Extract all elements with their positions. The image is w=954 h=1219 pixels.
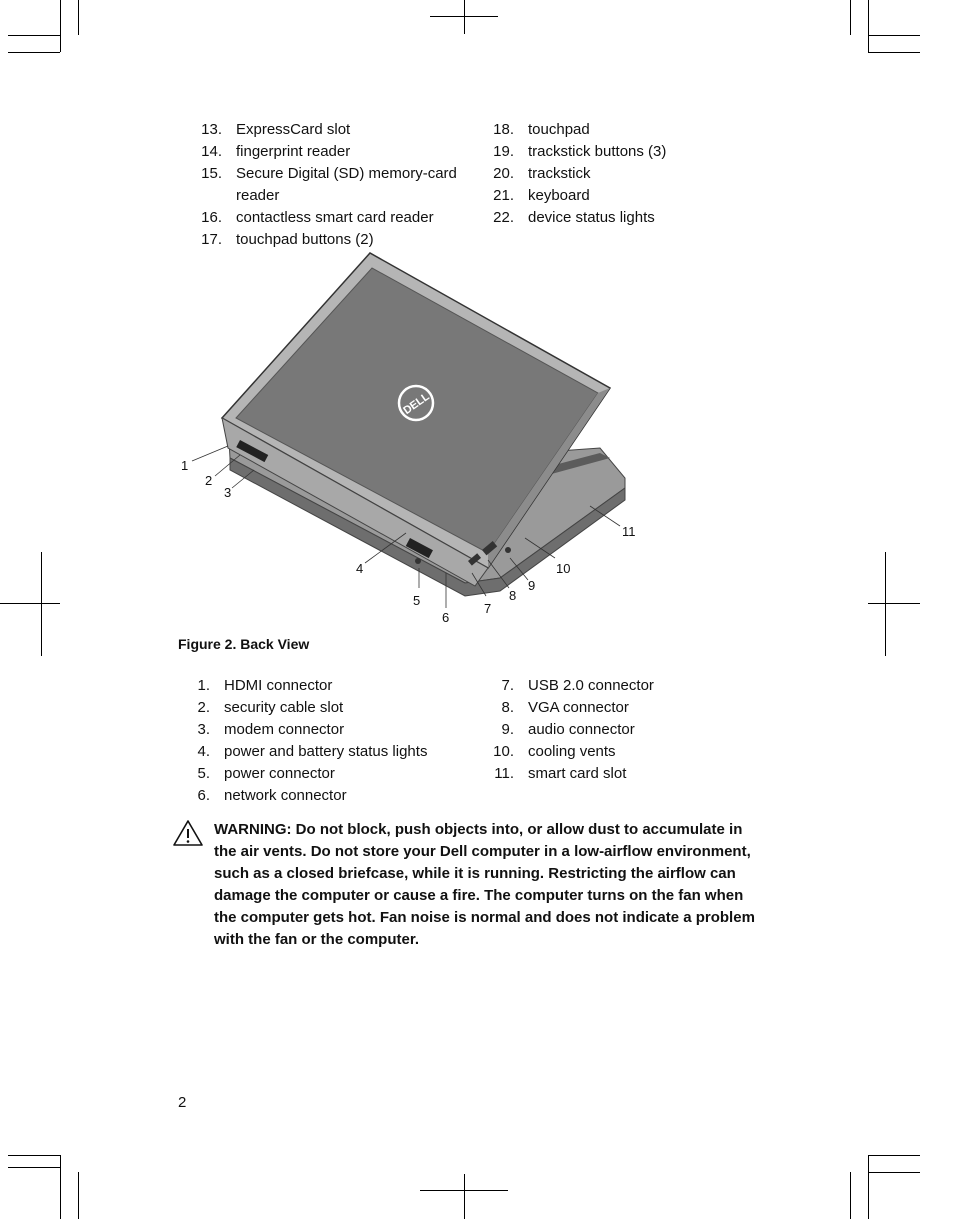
list-item: 19. trackstick buttons (3) — [493, 143, 667, 160]
laptop-back-view-figure — [170, 248, 650, 628]
bottom-list-left — [180, 675, 470, 807]
audio-port — [505, 547, 511, 553]
list-item: 22. device status lights — [493, 209, 655, 226]
warning-icon — [172, 819, 204, 847]
list-item: 13. ExpressCard slot — [201, 121, 351, 138]
list-item: 17. touchpad buttons (2) — [201, 231, 374, 248]
list-item: 3. modem connector — [197, 721, 345, 738]
list-item: 4. power and battery status lights — [197, 743, 428, 760]
power-port — [415, 558, 421, 564]
callout-10: 10 — [556, 561, 571, 576]
callout-9: 9 — [528, 578, 536, 593]
callout-8: 8 — [509, 588, 517, 603]
list-item: 20. trackstick — [493, 165, 591, 182]
callout-7: 7 — [484, 601, 492, 616]
callout-3: 3 — [224, 485, 232, 500]
bottom-list-right — [484, 675, 714, 785]
top-list-left — [192, 119, 462, 251]
list-item: 8. VGA connector — [501, 699, 629, 716]
list-item: 2. security cable slot — [197, 699, 344, 716]
list-item: 6. network connector — [197, 787, 347, 804]
list-item: 7. USB 2.0 connector — [501, 677, 654, 694]
page-number: 2 — [178, 1094, 187, 1111]
list-item: 10. cooling vents — [493, 743, 616, 760]
dell-logo-text: DELL — [401, 390, 432, 417]
list-item: 18. touchpad — [493, 121, 590, 138]
warning-text: WARNING: Do not block, push objects into, or allow dust to accumulate in the air vents. Do not store your Dell computer in a low-airflow environment, such as a closed briefcase, while it is running. Restricting the airflow can damage the computer or cause a fire. The computer turns on the fan when the computer gets hot. Fan noise is normal and does not indicate a problem with the fan or the computer. — [214, 821, 755, 948]
top-list-right — [484, 119, 714, 229]
callout-5: 5 — [413, 593, 421, 608]
list-item: 16. contactless smart card reader — [201, 209, 434, 226]
list-item: 1. HDMI connector — [197, 677, 333, 694]
list-item: 14. fingerprint reader — [201, 143, 351, 160]
figure-caption: Figure 2. Back View — [178, 636, 310, 652]
list-item: 15. Secure Digital (SD) memory-card reader — [201, 165, 457, 204]
callout-4: 4 — [356, 561, 364, 576]
callout-2: 2 — [205, 473, 213, 488]
callout-1: 1 — [181, 458, 189, 473]
warning-block — [172, 819, 762, 951]
list-item: 21. keyboard — [493, 187, 590, 204]
callout-6: 6 — [442, 610, 450, 625]
list-item: 9. audio connector — [501, 721, 635, 738]
list-item: 11. smart card slot — [494, 765, 627, 782]
list-item: 5. power connector — [197, 765, 335, 782]
callout-11: 11 — [622, 524, 636, 539]
